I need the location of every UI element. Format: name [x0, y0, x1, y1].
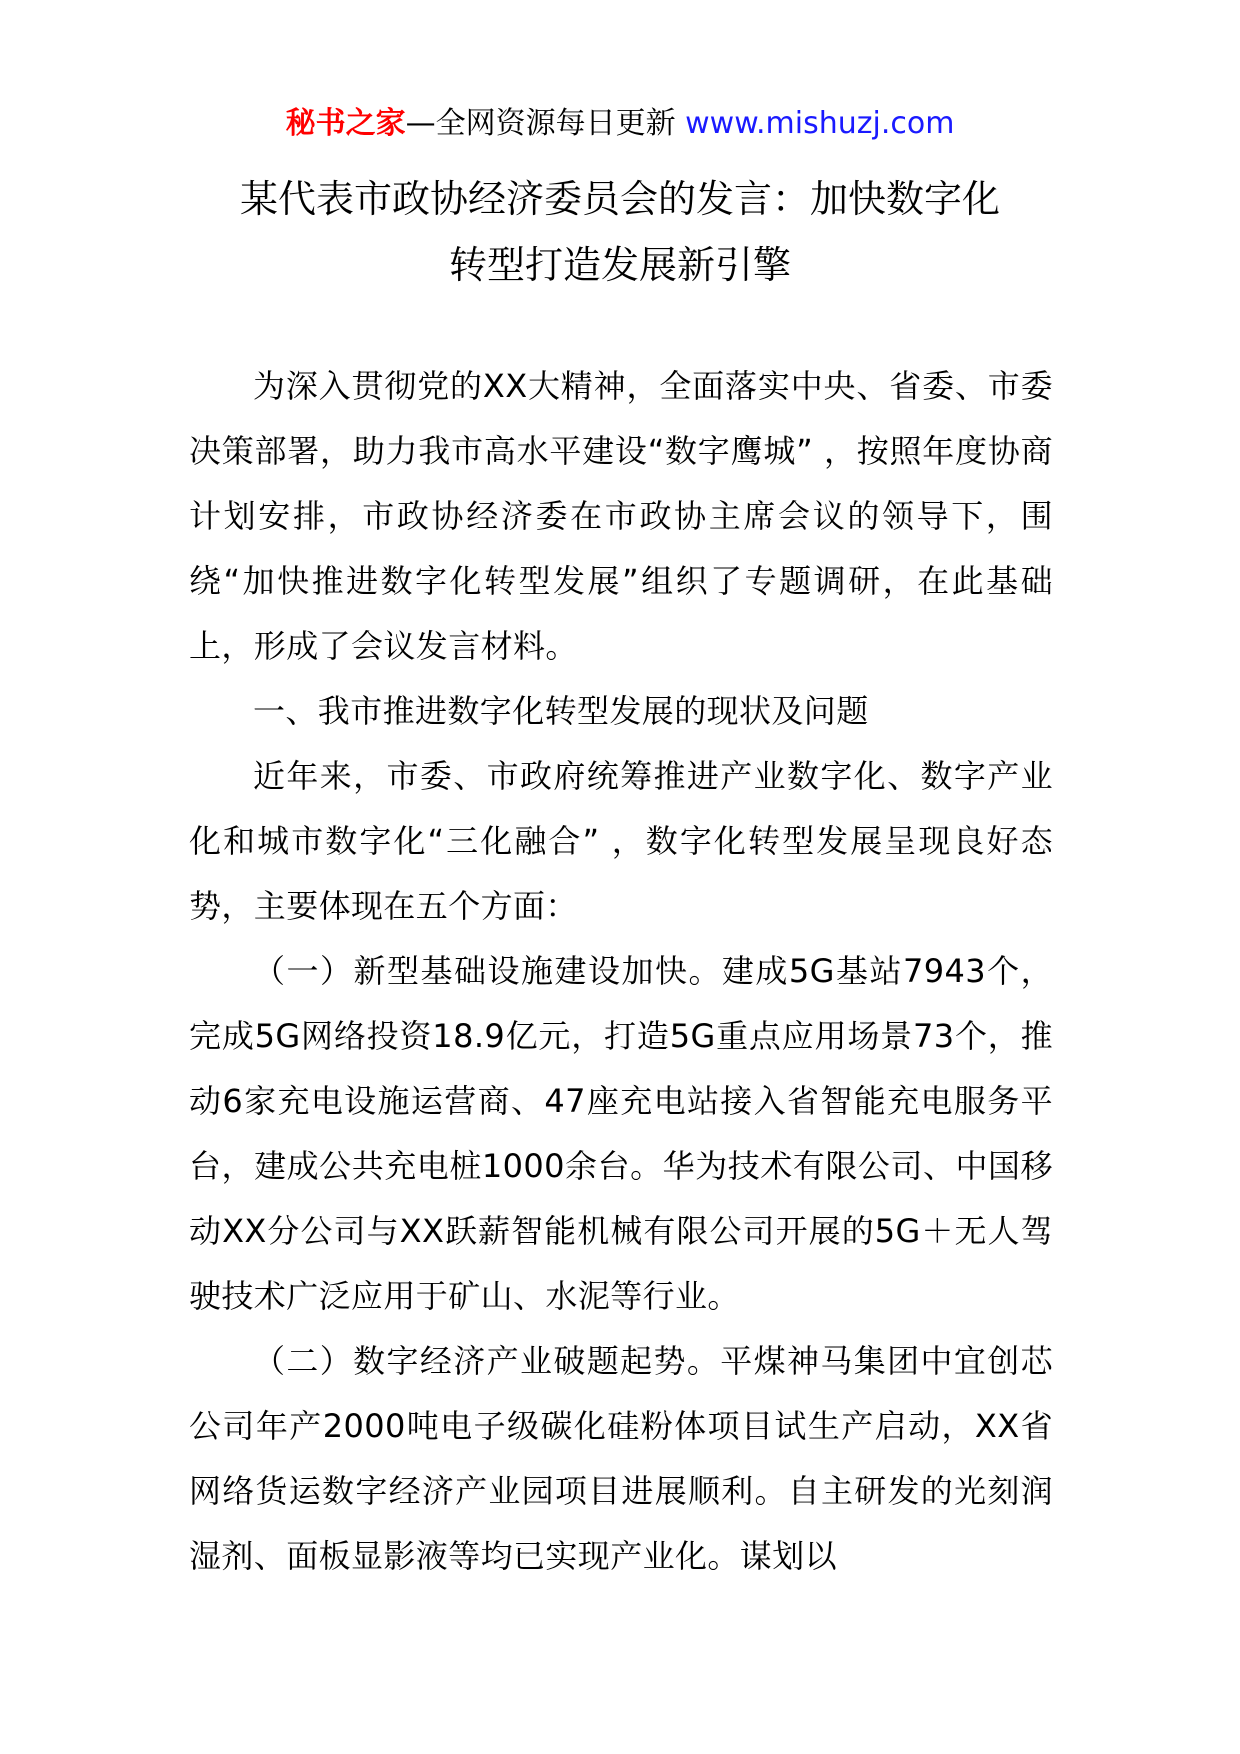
section-heading-1: 一、我市推进数字化转型发展的现状及问题 [253, 692, 869, 730]
site-url-link[interactable]: www.mishuzj.com [685, 106, 955, 141]
title-line-1: 某代表市政协经济委员会的发言：加快数字化 [239, 177, 1000, 221]
brand-name: 秘书之家 [285, 106, 406, 141]
paragraph-infrastructure: （一）新型基础设施建设加快。建成5G基站7943个，完成5G网络投资18.9亿元，打造5G重点应用场景73个，推动6家充电设施运营商、47座充电站接入省智能充电服务平台，建成公共充电桩1000余台。华为技术有限公司、中国移动XX分公司与XX跃薪智能机械有限公司开展的5G＋无人驾驶技术广泛应用于矿山、水泥等行业。 [189, 952, 1053, 1315]
paragraph-overview: 近年来，市委、市政府统筹推进产业数字化、数字产业化和城市数字化“三化融合” ，数字化转型发展呈现良好态势，主要体现在五个方面： [189, 757, 1053, 925]
header-banner [0, 104, 1240, 144]
header-tagline: —全网资源每日更新 [405, 106, 686, 141]
document-title [150, 166, 1090, 298]
title-line-2: 转型打造发展新引擎 [448, 243, 791, 287]
document-body [189, 354, 1053, 1589]
paragraph-digital-economy: （二）数字经济产业破题起势。平煤神马集团中宜创芯公司年产2000吨电子级碳化硅粉体项目试生产启动，XX省网络货运数字经济产业园项目进展顺利。自主研发的光刻润湿剂、面板显影液等均已实现产业化。谋划以 [189, 1342, 1053, 1575]
paragraph-intro: 为深入贯彻党的XX大精神，全面落实中央、省委、市委决策部署，助力我市高水平建设“数字鹰城” ，按照年度协商计划安排，市政协经济委在市政协主席会议的领导下，围绕“加快推进数字化转型发展”组织了专题调研，在此基础上，形成了会议发言材料。 [189, 367, 1053, 665]
